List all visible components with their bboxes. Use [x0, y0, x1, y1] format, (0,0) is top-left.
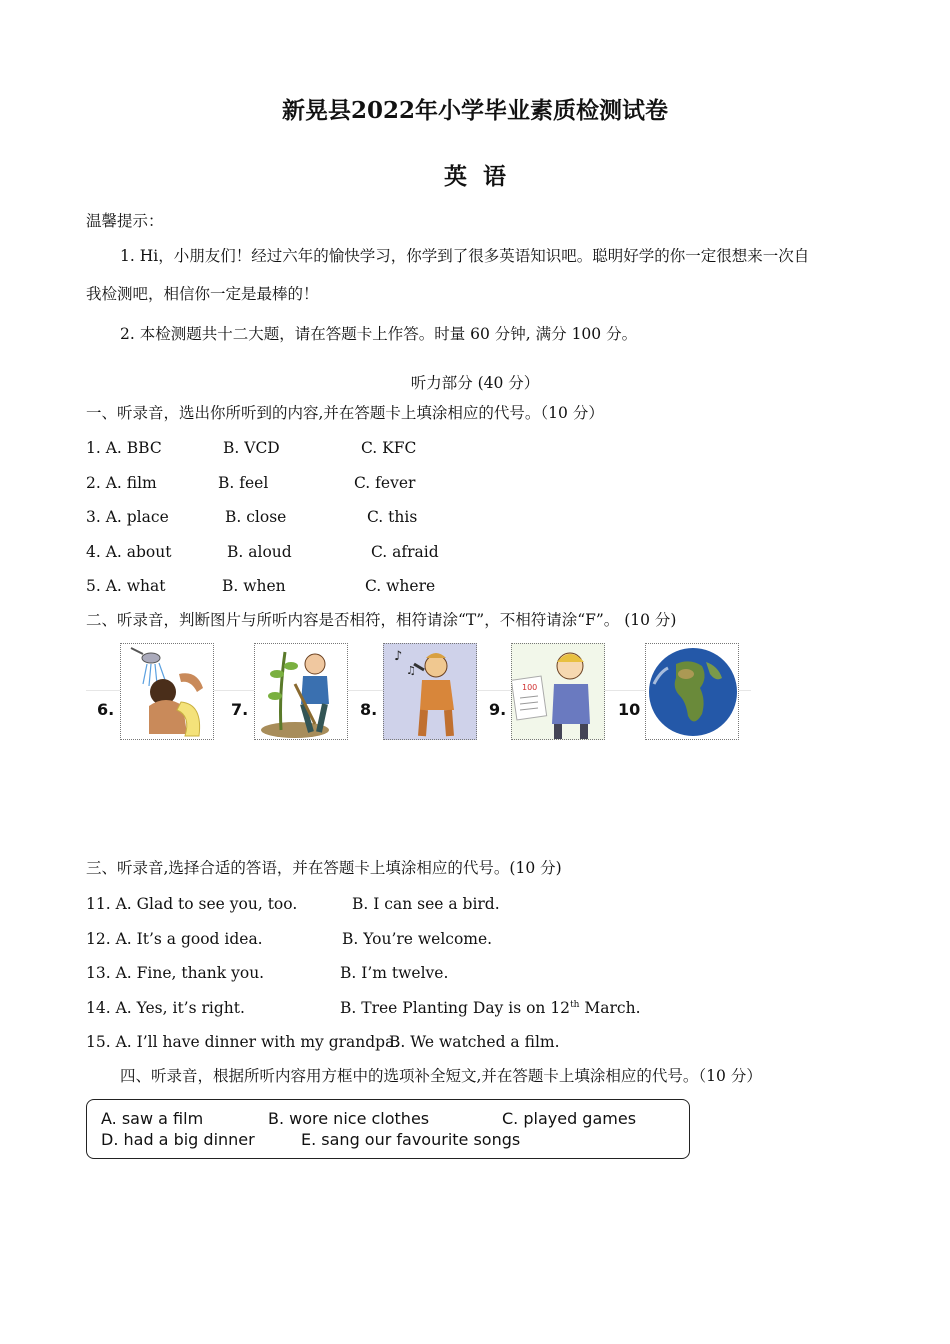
- picture-label-10: 10: [618, 700, 641, 719]
- q12-option-b: B. You’re welcome.: [342, 930, 493, 948]
- word-bank-option-d: D. had a big dinner: [101, 1130, 255, 1149]
- q2-option-c: C. fever: [354, 474, 416, 492]
- q15-option-b: B. We watched a film.: [389, 1033, 560, 1051]
- tip-1-line-2: 我检测吧，相信你一定是最棒的！: [86, 285, 319, 303]
- word-bank-option-c: C. played games: [502, 1109, 637, 1128]
- test-score: 100: [522, 683, 538, 692]
- tips-heading: 温馨提示：: [86, 212, 164, 230]
- q14-option-b: B. Tree Planting Day is on 12th March.: [340, 999, 641, 1018]
- word-bank-option-b: B. wore nice clothes: [268, 1109, 430, 1128]
- q4-option-b: B. aloud: [227, 543, 292, 561]
- picture-test-paper: [511, 643, 605, 740]
- picture-tree-planting: [254, 643, 348, 740]
- section-1-heading: 一、听录音，选出你所听到的内容,并在答题卡上填涂相应的代号。（10 分）: [86, 404, 604, 422]
- word-bank-option-e: E. sang our favourite songs: [301, 1130, 521, 1149]
- word-bank-option-a: A. saw a film: [101, 1109, 204, 1128]
- subject-title: 英 语: [443, 163, 506, 190]
- exam-title: 新晃县2022年小学毕业素质检测试卷: [281, 97, 668, 124]
- word-bank-box: [86, 1099, 690, 1159]
- picture-singing: [383, 643, 477, 740]
- q12-option-a: 12. A. It’s a good idea.: [86, 930, 263, 948]
- q5-option-a: 5. A. what: [86, 577, 166, 595]
- q14-option-a: 14. A. Yes, it’s right.: [86, 999, 245, 1017]
- picture-label-8: 8.: [360, 700, 378, 719]
- picture-label-9: 9.: [489, 700, 507, 719]
- picture-label-6: 6.: [97, 700, 115, 719]
- picture-shower: [120, 643, 214, 740]
- tip-1-line-1: 1. Hi，小朋友们！经过六年的愉快学习，你学到了很多英语知识吧。聪明好学的你一定很想来一次自: [120, 247, 810, 265]
- svg-text:♪: ♪: [394, 649, 403, 664]
- q13-option-a: 13. A. Fine, thank you.: [86, 964, 265, 982]
- q3-option-b: B. close: [225, 508, 287, 526]
- picture-label-7: 7.: [231, 700, 249, 719]
- q2-option-a: 2. A. film: [86, 474, 157, 492]
- q1-option-c: C. KFC: [361, 439, 417, 457]
- q11-option-b: B. I can see a bird.: [352, 895, 500, 913]
- q1-option-a: 1. A. BBC: [86, 439, 162, 457]
- q2-option-b: B. feel: [218, 474, 269, 492]
- q4-option-a: 4. A. about: [86, 543, 172, 561]
- q3-option-c: C. this: [367, 508, 418, 526]
- tip-2: 2. 本检测题共十二大题，请在答题卡上作答。时量 60 分钟, 满分 100 分。: [120, 325, 638, 343]
- section-2-heading: 二、听录音，判断图片与所听内容是否相符，相符请涂“T”，不相符请涂“F”。 (10 分): [86, 611, 677, 629]
- q15-option-a: 15. A. I’ll have dinner with my grandpa.: [86, 1033, 400, 1051]
- q4-option-c: C. afraid: [371, 543, 439, 561]
- listening-title: 听力部分 (40 分）: [410, 374, 540, 392]
- q1-option-b: B. VCD: [223, 439, 280, 457]
- q11-option-a: 11. A. Glad to see you, too.: [86, 895, 298, 913]
- section-3-heading: 三、听录音,选择合适的答语，并在答题卡上填涂相应的代号。(10 分): [86, 859, 562, 877]
- q13-option-b: B. I’m twelve.: [340, 964, 449, 982]
- section-4-heading: 四、听录音，根据所听内容用方框中的选项补全短文,并在答题卡上填涂相应的代号。（10 分）: [120, 1067, 762, 1085]
- q5-option-b: B. when: [222, 577, 286, 595]
- svg-text:♫: ♫: [406, 664, 416, 677]
- q3-option-a: 3. A. place: [86, 508, 169, 526]
- q5-option-c: C. where: [365, 577, 436, 595]
- picture-earth: [645, 643, 739, 740]
